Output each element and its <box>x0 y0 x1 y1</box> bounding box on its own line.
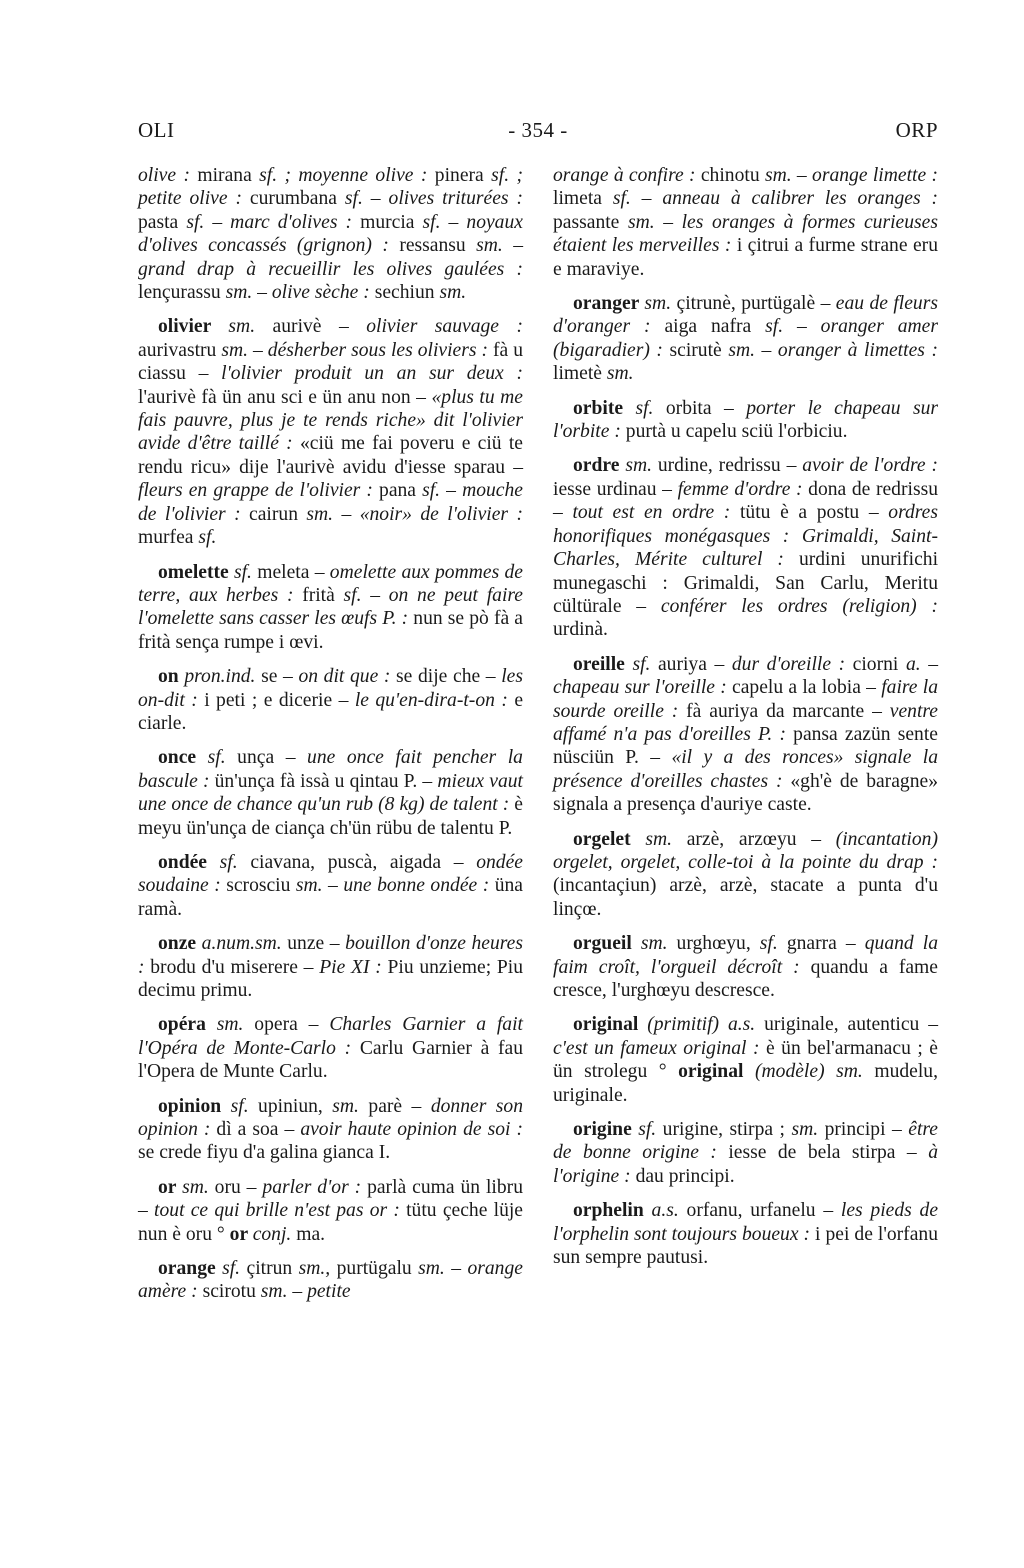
monegasque-text: aiga nafra <box>664 316 766 338</box>
french-text: sf. <box>198 527 217 549</box>
monegasque-text: scrosciu <box>226 875 296 897</box>
headword: ondée <box>158 851 220 873</box>
monegasque-text: i çitrui a furme strane eru e maraviye. <box>553 235 938 280</box>
french-text: sf. – marc d'olives : <box>186 211 361 233</box>
monegasque-text: nun se pò fà a frità sença rumpe i œvi. <box>138 608 523 653</box>
monegasque-text: frità <box>302 584 344 606</box>
monegasque-text: sechiun <box>374 282 440 304</box>
french-text: sf. <box>233 561 258 583</box>
entry-continuation <box>138 164 523 304</box>
french-text: sf. – olives triturées : <box>344 188 524 210</box>
headword: olivier <box>158 316 229 338</box>
headword: orphelin <box>573 1200 652 1222</box>
french-text: sf. <box>219 851 251 873</box>
monegasque-text: ün'unça fà issà u qintau P. – <box>214 770 438 792</box>
french-text: une once fait pencher la bascule : <box>138 747 523 792</box>
dictionary-entry <box>553 653 938 817</box>
headword: orgueil <box>573 933 641 955</box>
headword: oreille <box>573 653 633 675</box>
monegasque-text: çitrun <box>246 1258 299 1280</box>
monegasque-text: murcia <box>360 211 423 233</box>
french-text: ventre affamé n'a pas d'oreilles P. : <box>553 700 938 745</box>
monegasque-text: se crede fiyu d'a galina gianca I. <box>138 1142 391 1164</box>
monegasque-text: çitrunè, purtügalè – <box>676 293 836 315</box>
french-text: tout ce qui brille n'est pas or : <box>154 1200 407 1222</box>
french-text: sm. – orange amère : <box>138 1258 523 1303</box>
french-text: dur d'oreille : <box>731 653 853 675</box>
page-number: - 354 - <box>508 118 568 142</box>
monegasque-text: urdine, redrissu – <box>657 455 803 477</box>
french-text: sf. <box>759 933 787 955</box>
french-text: ordres honorifiques monégasques : Grimaldi, Saint-Charles, Mérite culturel : <box>553 502 938 571</box>
monegasque-text: Piu unzieme; Piu decimu primu. <box>138 956 523 1001</box>
french-text: sm. <box>439 282 467 304</box>
dictionary-entry <box>553 828 938 922</box>
monegasque-text: aurivè – <box>272 316 367 338</box>
french-text: «plus tu me fais pauvre, plus je te rends riche» dit l'olivier avide d'être taillé : <box>138 386 523 455</box>
french-text: le qu'en-dira-t-on : <box>354 689 515 711</box>
monegasque-text: chinotu <box>700 165 765 186</box>
french-text: sf. <box>632 653 658 675</box>
dictionary-entry <box>553 1199 938 1269</box>
french-text: les on-dit : <box>138 666 523 711</box>
french-text: porter le chapeau sur l'orbite : <box>553 397 938 443</box>
french-text: fleurs en grappe de l'olivier : <box>138 480 380 502</box>
headword: original <box>573 1014 648 1036</box>
dictionary-entry <box>138 1176 523 1246</box>
monegasque-text: pinera <box>434 165 492 186</box>
monegasque-text: curumbana <box>249 188 345 210</box>
french-text: conj. <box>252 1223 297 1245</box>
monegasque-text: mirana <box>197 165 260 186</box>
french-text: sm. <box>332 1095 369 1117</box>
dictionary-entry <box>138 1013 523 1083</box>
french-text: olive : <box>138 165 198 186</box>
monegasque-text: scirutè <box>669 339 729 361</box>
french-text: sf. – anneau à calibrer les oranges : <box>612 188 938 210</box>
french-text: sm. – désherber sous les oliviers : <box>221 339 493 361</box>
monegasque-text: gnarra – <box>786 933 865 955</box>
headword: oranger <box>573 293 645 315</box>
french-text: sm. – oranger à limettes : <box>728 339 938 361</box>
monegasque-text: pansa zazün sente nüsciün P. – <box>553 723 938 769</box>
monegasque-text: parè – <box>368 1095 431 1117</box>
monegasque-text: mudelu, uriginale. <box>553 1061 938 1106</box>
monegasque-text: e ciarle. <box>138 689 524 734</box>
french-text: à l'origine : <box>553 1142 938 1187</box>
french-text: (modèle) sm. <box>754 1061 875 1083</box>
header-first-word: OLI <box>138 118 175 142</box>
monegasque-text: uriginale, autenticu – <box>764 1014 939 1036</box>
monegasque-text: passante <box>553 211 628 233</box>
monegasque-text: brodu d'u miserere – <box>150 956 320 978</box>
headword: omelette <box>158 561 234 583</box>
monegasque-text: dì a soa – <box>216 1119 301 1141</box>
monegasque-text: urghœyu, <box>676 933 760 955</box>
headword: opinion <box>158 1095 231 1117</box>
french-text: Pie XI : <box>319 956 388 978</box>
monegasque-text: cairun <box>249 503 307 525</box>
french-text: olivier sauvage : <box>366 316 523 338</box>
monegasque-text: unça – <box>237 747 308 769</box>
french-text: Charles Garnier a fait l'Opéra de Monte-Carlo : <box>138 1014 523 1059</box>
french-text: sm. <box>216 1014 255 1036</box>
french-text: orange à confire : <box>553 165 701 186</box>
french-text: sf. – on ne peut faire l'omelette sans casser les œufs P. : <box>138 584 523 630</box>
french-text: donner son opinion : <box>138 1095 523 1141</box>
french-text: sm. <box>644 293 677 315</box>
monegasque-text: i pei de l'orfanu sun sempre pautusi. <box>553 1223 938 1269</box>
french-text: sf. – oranger amer (bigaradier) : <box>553 316 938 361</box>
dictionary-entry <box>138 561 523 655</box>
monegasque-text: tütu è a postu – <box>739 502 889 524</box>
headword: or <box>158 1176 183 1198</box>
french-text: sm. <box>645 828 687 850</box>
french-text: sm. – les oranges à formes curieuses étaient les merveilles : <box>553 211 938 257</box>
monegasque-text: ciorni <box>852 653 906 675</box>
french-text: sf. <box>638 1119 663 1141</box>
monegasque-text: limeta <box>553 188 613 210</box>
dictionary-entry <box>138 851 523 921</box>
dictionary-entry <box>553 454 938 641</box>
monegasque-text: «gh'è de baragne» signala a presença d'auriye caste. <box>553 770 938 816</box>
french-text: «il y a des ronces» signale la présence d'oreilles chastes : <box>553 747 938 792</box>
french-text: l'olivier produit un an sur deux : <box>221 363 523 385</box>
french-text: sm. – petite <box>260 1281 351 1303</box>
monegasque-text: dau principi. <box>635 1165 735 1187</box>
french-text: sm. <box>182 1176 215 1198</box>
dictionary-entry <box>553 292 938 386</box>
dictionary-entry <box>138 932 523 1002</box>
french-text: avoir de l'ordre : <box>802 455 938 477</box>
monegasque-text: i peti ; e dicerie – <box>204 689 355 711</box>
monegasque-text: urdinà. <box>553 619 608 641</box>
monegasque-text: (incantaçiun) arzè, arzè, stacate a punta d'u linçœ. <box>553 875 938 920</box>
french-text: sm. – une bonne ondée : <box>295 875 495 897</box>
french-text: sf. – noyaux d'olives concassés (grignon) : <box>138 211 523 257</box>
dictionary-entry <box>553 397 938 444</box>
monegasque-text: üna ramà. <box>138 875 523 920</box>
monegasque-text: purtügalu <box>336 1258 419 1280</box>
monegasque-text: iesse urdinau – <box>553 478 678 500</box>
french-text: pron.ind. <box>184 666 262 688</box>
french-text: a.s. <box>651 1200 687 1222</box>
french-text: être de bonne origine : <box>553 1119 938 1164</box>
french-text: quand la faim croît, l'orgueil décroît : <box>553 933 939 978</box>
headword: once <box>158 747 208 769</box>
french-text: eau de fleurs d'oranger : <box>553 293 938 338</box>
dictionary-entry <box>553 1013 938 1107</box>
monegasque-text: tütu çeche lüje nun è oru ° <box>138 1200 524 1245</box>
monegasque-text: pasta <box>138 211 187 233</box>
french-text: omelette aux pommes de terre, aux herbes : <box>138 561 523 606</box>
french-text: sm. <box>606 363 634 385</box>
dictionary-entry <box>138 746 523 840</box>
monegasque-text: aurivastru <box>138 339 222 361</box>
dictionary-entry <box>138 1095 523 1165</box>
headword: or <box>229 1223 253 1245</box>
monegasque-text: arzè, arzœyu – <box>686 828 836 850</box>
headword: onze <box>158 933 202 955</box>
headword: orbite <box>573 397 636 419</box>
headword: original <box>678 1061 755 1083</box>
monegasque-text: purtà u capelu sciü l'orbiciu. <box>625 421 848 443</box>
monegasque-text: pana <box>379 480 423 502</box>
monegasque-text: upiniun, <box>258 1095 333 1117</box>
headword: origine <box>573 1119 639 1141</box>
headword: orange <box>158 1258 223 1280</box>
french-text: ondée soudaine : <box>138 851 523 897</box>
monegasque-text: se dije che – <box>396 666 502 688</box>
monegasque-text: lençurassu <box>138 282 226 304</box>
headword: ordre <box>573 455 626 477</box>
french-text: faire la sourde oreille : <box>553 677 938 722</box>
monegasque-text: limetè <box>553 363 607 385</box>
monegasque-text: oru – <box>214 1176 263 1198</box>
monegasque-text: principi – <box>824 1119 909 1141</box>
monegasque-text: unze – <box>287 933 346 955</box>
left-column <box>138 164 523 1315</box>
french-text: sm., <box>298 1258 337 1280</box>
monegasque-text: ressansu <box>399 235 477 257</box>
french-text: sm. – olive sèche : <box>225 282 375 304</box>
monegasque-text: capelu a la lobia – <box>732 677 882 699</box>
monegasque-text: fà auriya da marcante – <box>686 700 890 722</box>
french-text: a. – chapeau sur l'oreille : <box>553 653 938 699</box>
french-text: sm. – grand drap à recueillir les olives gaulées : <box>138 235 523 280</box>
monegasque-text: è meyu ün'unça de ciança ch'ün rübu de talentu P. <box>138 794 523 839</box>
monegasque-text: urdini unurifichi munegaschi : Grimaldi, San Carlu, Meritu cültürale – <box>553 549 939 617</box>
french-text: (primitif) a.s. <box>647 1014 765 1036</box>
monegasque-text: fà u ciassu – <box>138 339 524 385</box>
monegasque-text: ciavana, puscà, aigada – <box>250 851 477 873</box>
monegasque-text: è ün bel'armanacu ; è ün strolegu ° <box>553 1037 938 1083</box>
french-text: femme d'ordre : <box>677 478 809 500</box>
monegasque-text: se – <box>261 666 299 688</box>
monegasque-text: iesse de bela stirpa – <box>728 1142 929 1164</box>
french-text: sm. <box>625 455 658 477</box>
headword: opéra <box>158 1014 217 1036</box>
french-text: mieux vaut une once de chance qu'un rub (8 kg) de talent : <box>138 770 523 816</box>
monegasque-text: parlà cuma ün libru – <box>138 1176 523 1222</box>
french-text: conférer les ordres (religion) : <box>660 595 938 617</box>
french-text: sf. ; moyenne olive : <box>259 165 435 186</box>
dictionary-entry <box>553 932 938 1002</box>
french-text: tout est en ordre : <box>572 502 740 524</box>
monegasque-text: scirotu <box>202 1281 261 1303</box>
french-text: avoir haute opinion de soi : <box>300 1119 523 1141</box>
monegasque-text: dona de redrissu – <box>553 478 938 524</box>
header-last-word: ORP <box>895 118 938 142</box>
french-text: sm. – «noir» de l'olivier : <box>306 503 523 525</box>
monegasque-text: opera – <box>254 1014 330 1036</box>
entry-continuation <box>553 164 938 281</box>
monegasque-text: meleta – <box>257 561 330 583</box>
headword: orgelet <box>573 828 646 850</box>
monegasque-text: urigine, stirpa ; <box>662 1119 792 1141</box>
monegasque-text: orfanu, urfanelu – <box>686 1200 841 1222</box>
french-text: sf. <box>222 1258 247 1280</box>
french-text: sf. <box>635 397 666 419</box>
french-text: les pieds de l'orphelin sont toujours boueux : <box>553 1200 939 1245</box>
monegasque-text: quandu a fame cresce, l'urghœyu descresce. <box>553 956 938 1001</box>
french-text: sm. <box>640 933 677 955</box>
monegasque-text: ma. <box>296 1223 326 1245</box>
monegasque-text: «ciü me fai poveru e ciü te rendu ricu» dije l'aurivè avidu d'iesse sparau – <box>138 433 523 478</box>
running-header <box>138 118 938 150</box>
right-column <box>553 164 938 1280</box>
headword: on <box>158 666 185 688</box>
french-text: a.num.sm. <box>201 933 288 955</box>
monegasque-text: orbita – <box>665 397 747 419</box>
french-text: sm. – orange limette : <box>764 165 938 186</box>
french-text: c'est un fameux original : <box>553 1037 766 1059</box>
monegasque-text: murfea <box>138 527 199 549</box>
french-text: sm. <box>228 316 273 338</box>
french-text: sf. – mouche de l'olivier : <box>138 480 524 525</box>
dictionary-entry <box>138 665 523 735</box>
french-text: sm. <box>791 1119 825 1141</box>
french-text: sf. ; petite olive : <box>138 165 523 210</box>
dictionary-entry <box>138 315 523 549</box>
dictionary-entry <box>553 1118 938 1188</box>
monegasque-text: Carlu Garnier à fau l'Opera de Munte Carlu. <box>138 1037 524 1083</box>
monegasque-text: auriya – <box>657 653 732 675</box>
french-text: sf. <box>207 747 238 769</box>
dictionary-entry <box>138 1257 523 1304</box>
french-text: sf. <box>230 1095 259 1117</box>
monegasque-text: l'aurivè fà ün anu sci e ün anu non – <box>138 386 432 408</box>
french-text: on dit que : <box>298 666 397 688</box>
french-text: (incantation) orgelet, orgelet, colle-toi à la pointe du drap : <box>553 828 938 873</box>
french-text: parler d'or : <box>262 1176 368 1198</box>
french-text: bouillon d'onze heures : <box>138 933 523 978</box>
